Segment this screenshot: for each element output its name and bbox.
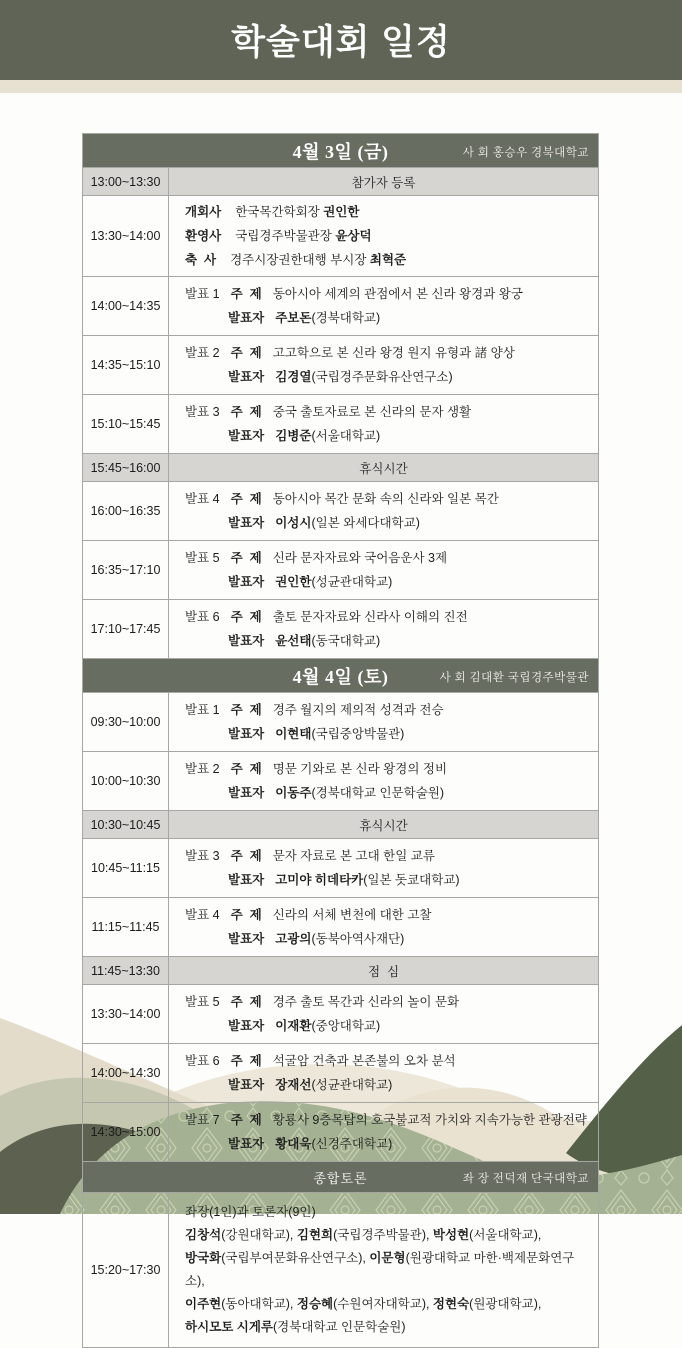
talk-topic-line	[185, 341, 590, 365]
ceremony-line	[185, 200, 590, 224]
row-content	[169, 1103, 598, 1161]
speaker-affiliation: (국립경주문화유산연구소)	[311, 370, 453, 384]
schedule-row-talk	[83, 1043, 598, 1102]
topic-label: 주 제	[230, 995, 262, 1009]
talk-speaker-line	[185, 1132, 590, 1156]
schedule-row-talk	[83, 481, 598, 540]
talk-number: 발표 5	[185, 995, 220, 1009]
row-content	[169, 898, 598, 956]
schedule-row-talk	[83, 335, 598, 394]
speaker-affiliation: (경북대학교)	[311, 311, 381, 325]
speaker-affiliation: (경북대학교 인문학술원)	[311, 786, 445, 800]
speaker-name: 이동주	[275, 786, 312, 800]
speaker-affiliation: (성균관대학교)	[311, 1078, 393, 1092]
special-row-label: 휴식시간	[359, 818, 408, 833]
panel-line	[185, 1224, 590, 1247]
speaker-label: 발표자	[228, 311, 265, 325]
time-range: 14:35~15:10	[83, 336, 169, 394]
talk-topic-line	[185, 487, 590, 511]
talk-topic-line	[185, 1049, 590, 1073]
speaker-affiliation: (동국대학교)	[311, 634, 381, 648]
speaker-label: 발표자	[228, 1137, 265, 1151]
talk-speaker-line	[185, 629, 590, 653]
talk-topic: 신라 문자자료와 국어음운사 3제	[272, 551, 448, 565]
speaker-name: 김병준	[275, 429, 312, 443]
panelist-affiliation: (원광대학교 마한·백제문화연구소),	[185, 1251, 575, 1288]
talk-number: 발표 4	[185, 492, 220, 506]
speaker-name: 장재선	[275, 1078, 312, 1092]
speaker-affiliation: (중앙대학교)	[311, 1019, 381, 1033]
schedule-row-talk	[83, 897, 598, 956]
page-title: 학술대회 일정	[231, 23, 451, 62]
talk-topic: 동아시아 세계의 관점에서 본 신라 왕경과 왕궁	[272, 287, 523, 301]
topic-label: 주 제	[230, 492, 262, 506]
topic-label: 주 제	[230, 551, 262, 565]
ceremony-role-label: 축 사	[185, 253, 217, 267]
speaker-label: 발표자	[228, 429, 265, 443]
speaker-affiliation: (서울대학교)	[311, 429, 381, 443]
talk-number: 발표 6	[185, 610, 220, 624]
speaker-affiliation: (동북아역사재단)	[311, 932, 405, 946]
panelist-affiliation: (동아대학교),	[221, 1297, 297, 1311]
schedule-row-talk	[83, 1102, 598, 1161]
panelist-affiliation: (강원대학교),	[221, 1228, 297, 1242]
row-content	[169, 600, 598, 658]
row-content	[169, 985, 598, 1043]
speaker-label: 발표자	[228, 1078, 265, 1092]
schedule-row-talk	[83, 394, 598, 453]
panel-line	[185, 1247, 590, 1293]
schedule-row-talk	[83, 276, 598, 335]
panelist-name: 이주현	[185, 1297, 222, 1311]
time-range: 13:00~13:30	[83, 168, 169, 195]
talk-number: 발표 7	[185, 1113, 220, 1127]
schedule-row-header	[83, 658, 598, 692]
speaker-label: 발표자	[228, 1019, 265, 1033]
talk-speaker-line	[185, 722, 590, 746]
topic-label: 주 제	[230, 610, 262, 624]
speaker-affiliation: (성균관대학교)	[311, 575, 393, 589]
schedule-row-talk	[83, 838, 598, 897]
talk-topic-line	[185, 757, 590, 781]
speaker-label: 발표자	[228, 575, 265, 589]
panelist-affiliation: (서울대학교),	[469, 1228, 542, 1242]
panel-intro: 좌장(1인)과 토론자(9인)	[185, 1205, 316, 1219]
talk-topic: 경주 월지의 제의적 성격과 전승	[272, 703, 444, 717]
schedule-row-talk	[83, 984, 598, 1043]
time-range: 10:00~10:30	[83, 752, 169, 810]
row-content	[169, 1193, 598, 1347]
time-range: 15:10~15:45	[83, 395, 169, 453]
talk-topic: 신라의 서체 변천에 대한 고찰	[272, 908, 432, 922]
time-range: 09:30~10:00	[83, 693, 169, 751]
talk-number: 발표 3	[185, 849, 220, 863]
special-row-label: 점 심	[367, 964, 400, 979]
talk-number: 발표 1	[185, 287, 220, 301]
talk-number: 발표 1	[185, 703, 220, 717]
schedule-row-special	[83, 453, 598, 481]
speaker-name: 주보돈	[275, 311, 312, 325]
panelist-name: 하시모토 시게루	[185, 1320, 273, 1334]
talk-topic-line	[185, 1108, 590, 1132]
speaker-label: 발표자	[228, 370, 265, 384]
speaker-label: 발표자	[228, 873, 265, 887]
talk-number: 발표 2	[185, 762, 220, 776]
speaker-label: 발표자	[228, 932, 265, 946]
row-content	[169, 454, 598, 481]
schedule-row-talk	[83, 599, 598, 658]
row-content	[169, 395, 598, 453]
speaker-name: 이재환	[275, 1019, 312, 1033]
topic-label: 주 제	[230, 762, 262, 776]
speaker-name: 윤선태	[275, 634, 312, 648]
time-range: 15:20~17:30	[83, 1193, 169, 1347]
talk-topic-line	[185, 903, 590, 927]
topic-label: 주 제	[230, 908, 262, 922]
topic-label: 주 제	[230, 703, 262, 717]
time-range: 15:45~16:00	[83, 454, 169, 481]
ceremony-person-title: 국립경주박물관장	[235, 229, 336, 243]
talk-speaker-line	[185, 781, 590, 805]
speaker-name: 황대욱	[275, 1137, 312, 1151]
speaker-label: 발표자	[228, 634, 265, 648]
talk-topic-line	[185, 698, 590, 722]
row-content	[169, 1044, 598, 1102]
row-content	[169, 752, 598, 810]
talk-speaker-line	[185, 1073, 590, 1097]
schedule-row-special	[83, 810, 598, 838]
row-content	[169, 196, 598, 276]
talk-speaker-line	[185, 365, 590, 389]
speaker-affiliation: (일본 돗쿄대학교)	[363, 873, 460, 887]
talk-number: 발표 3	[185, 405, 220, 419]
time-range: 16:35~17:10	[83, 541, 169, 599]
row-content	[169, 693, 598, 751]
moderator-credit: 사 회 홍승우 경북대학교	[462, 147, 589, 159]
panel-line	[185, 1293, 590, 1316]
panelist-affiliation: (수원여자대학교),	[333, 1297, 433, 1311]
time-range: 13:30~14:00	[83, 985, 169, 1043]
talk-topic: 석굴암 건축과 본존불의 오차 분석	[272, 1054, 456, 1068]
talk-speaker-line	[185, 424, 590, 448]
talk-topic: 문자 자료로 본 고대 한일 교류	[272, 849, 435, 863]
talk-topic: 경주 출토 목간과 신라의 놀이 문화	[272, 995, 460, 1009]
talk-topic: 명문 기와로 본 신라 왕경의 정비	[272, 762, 448, 776]
schedule-row-talk	[83, 540, 598, 599]
topic-label: 주 제	[230, 1054, 262, 1068]
panelist-name: 김창석	[185, 1228, 222, 1242]
ceremony-role-label: 환영사	[185, 229, 222, 243]
talk-number: 발표 4	[185, 908, 220, 922]
time-range: 13:30~14:00	[83, 196, 169, 276]
schedule-row-special	[83, 167, 598, 195]
speaker-affiliation: (일본 와세다대학교)	[311, 516, 420, 530]
talk-speaker-line	[185, 511, 590, 535]
schedule-row-band	[83, 1161, 598, 1192]
title-banner	[0, 0, 682, 80]
speaker-label: 발표자	[228, 516, 265, 530]
chair-credit: 좌 장 전덕재 단국대학교	[462, 1173, 589, 1185]
topic-label: 주 제	[230, 405, 262, 419]
talk-speaker-line	[185, 927, 590, 951]
speaker-affiliation: (국립중앙박물관)	[311, 727, 405, 741]
panel-line	[185, 1316, 590, 1339]
time-range: 11:15~11:45	[83, 898, 169, 956]
ceremony-line	[185, 224, 590, 248]
talk-number: 발표 2	[185, 346, 220, 360]
talk-topic: 동아시아 목간 문화 속의 신라와 일본 목간	[272, 492, 499, 506]
topic-label: 주 제	[230, 287, 262, 301]
talk-topic-line	[185, 546, 590, 570]
time-range: 14:00~14:30	[83, 1044, 169, 1102]
time-range: 10:30~10:45	[83, 811, 169, 838]
talk-speaker-line	[185, 306, 590, 330]
time-range: 14:30~15:00	[83, 1103, 169, 1161]
beige-divider-strip	[0, 80, 682, 93]
schedule-row-ceremony	[83, 195, 598, 276]
panelist-name: 정승혜	[296, 1297, 334, 1311]
day-header-title: 4월 3일 (금)	[292, 141, 389, 162]
talk-speaker-line	[185, 570, 590, 594]
ceremony-person-title: 경주시장권한대행 부시장	[230, 253, 370, 267]
moderator-credit: 사 회 김대환 국립경주박물관	[439, 672, 589, 684]
talk-topic-line	[185, 400, 590, 424]
row-content	[169, 811, 598, 838]
ceremony-person-name: 최혁준	[369, 253, 407, 267]
speaker-label: 발표자	[228, 727, 265, 741]
talk-speaker-line	[185, 1014, 590, 1038]
schedule-row-special	[83, 956, 598, 984]
row-content	[169, 277, 598, 335]
panelist-name: 방국화	[185, 1251, 222, 1265]
speaker-name: 고광의	[275, 932, 312, 946]
time-range: 16:00~16:35	[83, 482, 169, 540]
schedule-row-header	[83, 133, 598, 167]
ceremony-line	[185, 248, 590, 272]
speaker-name: 고미야 히데타카	[275, 873, 364, 887]
panelist-affiliation: (국립부여문화유산연구소),	[221, 1251, 370, 1265]
speaker-name: 권인한	[275, 575, 312, 589]
talk-number: 발표 5	[185, 551, 220, 565]
panelist-affiliation: (경북대학교 인문학술원)	[273, 1320, 406, 1334]
speaker-name: 이현태	[275, 727, 312, 741]
ceremony-person-title: 한국목간학회장	[235, 205, 324, 219]
schedule-row-talk	[83, 692, 598, 751]
discussion-band-title: 종합토론	[313, 1170, 368, 1186]
row-content	[169, 541, 598, 599]
schedule-table	[82, 133, 599, 1348]
speaker-label: 발표자	[228, 786, 265, 800]
talk-topic-line	[185, 282, 590, 306]
special-row-label: 참가자 등록	[351, 175, 416, 190]
talk-speaker-line	[185, 868, 590, 892]
panelist-affiliation: (원광대학교),	[469, 1297, 542, 1311]
talk-topic-line	[185, 605, 590, 629]
ceremony-person-name: 윤상덕	[335, 229, 372, 243]
row-content	[169, 336, 598, 394]
row-content	[169, 957, 598, 984]
row-content	[169, 839, 598, 897]
row-content	[169, 168, 598, 195]
talk-topic-line	[185, 990, 590, 1014]
time-range: 10:45~11:15	[83, 839, 169, 897]
row-content	[169, 482, 598, 540]
panelist-name: 정현숙	[432, 1297, 470, 1311]
topic-label: 주 제	[230, 1113, 262, 1127]
topic-label: 주 제	[230, 849, 262, 863]
talk-topic: 중국 출토자료로 본 신라의 문자 생활	[272, 405, 472, 419]
time-range: 17:10~17:45	[83, 600, 169, 658]
special-row-label: 휴식시간	[359, 461, 408, 476]
day-header-title: 4월 4일 (토)	[292, 666, 389, 687]
talk-topic: 출토 문자자료와 신라사 이해의 진전	[272, 610, 468, 624]
speaker-name: 이성시	[275, 516, 312, 530]
talk-topic: 고고학으로 본 신라 왕경 원지 유형과 諸 양상	[272, 346, 515, 360]
panelist-affiliation: (국립경주박물관),	[333, 1228, 433, 1242]
panelist-name: 박성현	[432, 1228, 470, 1242]
schedule-row-talk	[83, 751, 598, 810]
talk-number: 발표 6	[185, 1054, 220, 1068]
ceremony-role-label: 개회사	[185, 205, 222, 219]
time-range: 11:45~13:30	[83, 957, 169, 984]
schedule-row-panel	[83, 1192, 598, 1347]
time-range: 14:00~14:35	[83, 277, 169, 335]
panelist-name: 이문형	[369, 1251, 406, 1265]
ceremony-person-name: 권인한	[323, 205, 360, 219]
panelist-name: 김현희	[296, 1228, 334, 1242]
talk-topic: 황룡사 9층목탑의 호국불교적 가치와 지속가능한 관광전략	[272, 1113, 587, 1127]
speaker-name: 김경열	[275, 370, 312, 384]
topic-label: 주 제	[230, 346, 262, 360]
talk-topic-line	[185, 844, 590, 868]
speaker-affiliation: (신경주대학교)	[311, 1137, 393, 1151]
